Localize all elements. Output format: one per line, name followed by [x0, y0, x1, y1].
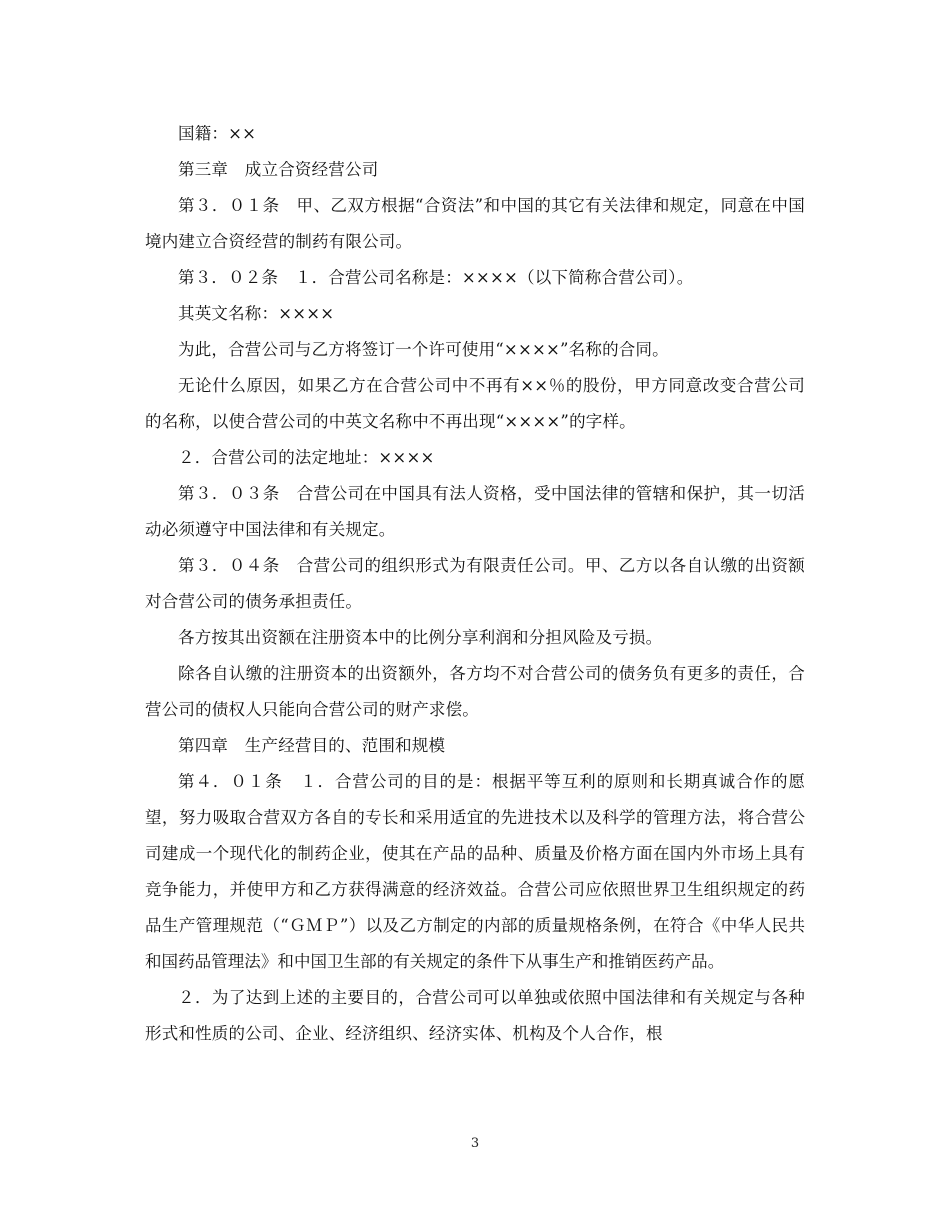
chapter-heading-3: 第三章 成立合资经营公司	[178, 160, 379, 179]
chapter-heading-4: 第四章 生产经营目的、范围和规模	[178, 736, 446, 755]
page-number: 3	[470, 1136, 480, 1151]
paragraph-english-name: 其英文名称：××××	[178, 304, 335, 323]
document-body	[145, 116, 805, 1052]
paragraph-cooperation: ２．为了达到上述的主要目的，合营公司可以单独或依照中国法律和有关规定与各种形式和性质的公司、企业、经济组织、经济实体、机构及个人合作，根	[145, 988, 805, 1043]
paragraph-name-change: 无论什么原因，如果乙方在合营公司中不再有××％的股份，甲方同意改变合营公司的名称，以使合营公司的中英文名称中不再出现“××××”的字样。	[145, 376, 805, 431]
paragraph-license-contract: 为此，合营公司与乙方将签订一个许可使用“××××”名称的合同。	[178, 340, 669, 359]
paragraph-profit-sharing: 各方按其出资额在注册资本中的比例分享利润和分担风险及亏损。	[178, 628, 663, 647]
article-3-03: 第３．０３条 合营公司在中国具有法人资格，受中国法律的管辖和保护，其一切活动必须遵守中国法律和有关规定。	[145, 484, 805, 539]
paragraph-nationality: 国籍：××	[178, 124, 257, 143]
article-3-02: 第３．０２条 １．合营公司名称是：××××（以下简称合营公司）。	[178, 268, 694, 287]
paragraph-legal-address: ２．合营公司的法定地址：××××	[178, 448, 435, 467]
article-3-04: 第３．０４条 合营公司的组织形式为有限责任公司。甲、乙方以各自认缴的出资额对合营公司的债务承担责任。	[145, 556, 805, 611]
article-4-01: 第４．０１条 １．合营公司的目的是：根据平等互利的原则和长期真诚合作的愿望，努力吸取合营双方各自的专长和采用适宜的先进技术以及科学的管理方法，将合营公司建成一个现代化的制药企业，使其在产品的品种、质量及价格方面在国内外市场上具有竞争能力，并使甲方和乙方获得满意的经济效益。合营公司应依照世界卫生组织规定的药品生产管理规范（“ＧＭＰ”）以及乙方制定的内部的质量规格条例，在符合《中华人民共和国药品管理法》和中国卫生部的有关规定的条件下从事生产和推销医药产品。	[145, 772, 805, 971]
paragraph-liability: 除各自认缴的注册资本的出资额外，各方均不对合营公司的债务负有更多的责任，合营公司的债权人只能向合营公司的财产求偿。	[145, 664, 805, 719]
article-3-01: 第３．０１条 甲、乙双方根据“合资法”和中国的其它有关法律和规定，同意在中国境内建立合资经营的制药有限公司。	[145, 196, 805, 251]
